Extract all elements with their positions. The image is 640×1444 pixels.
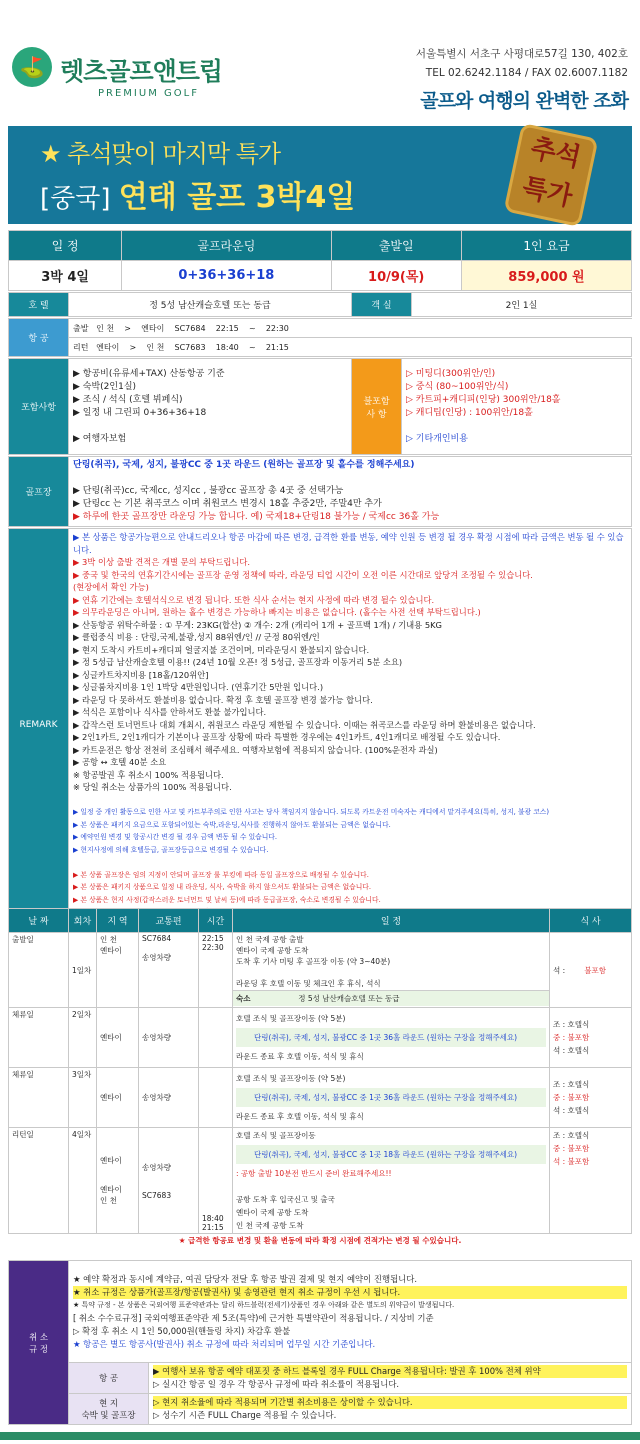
stay-value: 정 5성 남산캐슬호텔 또는 동급 [298, 994, 400, 1003]
remark-line: ▶ 본 상품은 현지 사정(갑작스러운 토너먼트 및 날씨 등)에 따라 동급골프장, 숙소로 변경될 수 있습니다. [73, 895, 381, 904]
cancel-table [8, 1260, 632, 1425]
sched-day: 3일차 [69, 1068, 97, 1128]
excluded-item: ▷ 중식 (80~100위안/식) [406, 381, 509, 392]
remark-line: ▶ 정 5성급 남산캐슬호텔 이용!! (24년 10월 오픈! 정 5성급, 골프장과 이동거리 5분 소요) [73, 657, 403, 667]
sched-item: 옌타이 국제 공항 도착 [236, 1208, 309, 1217]
remark-line: ※ 당일 취소는 상품가의 100% 적용됩니다. [73, 782, 232, 792]
flight-arr: 21:15 [265, 342, 289, 352]
brand-sub: PREMIUM GOLF [98, 88, 199, 99]
meal-row: 중 : 불포함 [553, 1144, 590, 1153]
sched-item: 옌타이 국제 공항 도착 [236, 946, 309, 955]
region-label: [중국] [40, 184, 111, 214]
footer-bar [0, 1432, 640, 1440]
remark-line: ▶ 2인1카트, 2인1캐디가 기본이나 골프장 상황에 따라 특별한 경우에는 4인1카트, 4인1캐디로 배정될 수도 있습니다. [73, 732, 501, 742]
room-value: 2인 1실 [412, 293, 632, 317]
golf-line: 단링(취곡), 국제, 성지, 불광CC 중 1곳 라운드 (원하는 골프장 및 홀수를 정해주세요) [73, 460, 415, 470]
cancel-line: [ 취소 수수료규정] 국외여행표준약관 제 5조(특약)에 근거한 특별약관이 적용됩니다. / 지상비 기준 [73, 1312, 434, 1323]
sched-col-itinerary: 일 정 [233, 909, 550, 933]
remark-line: ▶ 석식은 포함이나 식사를 안하셔도 환불 불가입니다. [73, 707, 267, 717]
sched-item: 단링(취곡), 국제, 성지, 불광CC 중 1곳 18홀 라운드 (원하는 구장을 정해주세요) [236, 1145, 546, 1164]
sched-item: 라운딩 후 호텔 이동 및 체크인 후 휴식, 석식 [236, 979, 381, 988]
flight-sep: ~ [248, 323, 256, 333]
cancel-local [149, 1394, 632, 1425]
flight-label: 항 공 [9, 319, 69, 357]
sched-meals [550, 1128, 632, 1234]
excluded-item: ▷ 미팅디(300위안/인) [406, 368, 496, 379]
flight-sep: ~ [248, 342, 256, 352]
remark-line: ▶ 현지사정에 의해 호텔등급, 골프장등급으로 변경될 수 있습니다. [73, 845, 269, 854]
col-price: 1인 요금 [461, 231, 631, 261]
flight-no: SC7683 [174, 342, 206, 352]
sched-region: 인 천 옌타이 [97, 933, 139, 1008]
excluded-item: ▷ 카트피+캐디피(인당) 300위안/18홀 [406, 394, 561, 405]
sched-day-4 [9, 1128, 632, 1234]
flight-to: 옌타이 [141, 323, 165, 333]
sched-items [233, 933, 550, 1008]
slogan: 골프와 여행의 완벽한 조화 [420, 90, 628, 112]
meal-row: 중 : 불포함 [553, 1093, 590, 1102]
remark-line: ▶ 산동항공 위탁수하물 : ① 무게: 23KG(합산) ② 개수: 2개 (캐리어 1개 + 골프백 1개) / 기내용 5KG [73, 619, 442, 630]
remark-line: ▶ 본 상품은 패키지 요금으로 포함되어있는 숙박,라운딩,식사를 진행하지 않아도 환불되는 금액은 없습니다. [73, 820, 391, 829]
meal-row: 석 : 호텔식 [553, 1106, 590, 1115]
meal-row: 조 : 호텔식 [553, 1080, 590, 1089]
included-list [69, 359, 352, 455]
remark-line: ▶ 공항 ↔ 호텔 40분 소요 [73, 757, 167, 767]
cancel-local-line: ▷ 현지 취소율에 따라 적용되며 기간별 취소비용은 상이할 수 있습니다. [153, 1396, 627, 1409]
remark-label: REMARK [9, 529, 69, 922]
remark-list [69, 529, 632, 922]
remark-line: ▶ 본 상품은 패키지 상품으로 일정 내 라운딩, 식사, 숙박을 하지 않으셔도 환불되는 금액은 없습니다. [73, 883, 372, 891]
remark-line: ▶ 의무라운딩은 아니며, 원하는 홀수 변경은 가능하나 빠지는 비용은 없습니다. (홀수는 사전 선택 부탁드립니다.) [73, 607, 481, 617]
remark-line: ▶ 갑작스런 토너먼트나 대회 개최시, 취원코스 라운딩 제한될 수 있습니다. 이때는 취곡코스를 라운딩 하며 환불비용은 없습니다. [73, 719, 536, 730]
departure-date: 10/9(목) [331, 261, 461, 291]
cancel-local-line: ▷ 성수기 시즌 FULL Charge 적용될 수 있습니다. [153, 1410, 337, 1420]
golf-rounds: 0+36+36+18 [122, 261, 331, 291]
sched-col-date: 날 짜 [9, 909, 69, 933]
remark-line: ▶ 클럽중식 비용 : 단링,국제,불광,성지 88위엔/인 // 군정 80위엔/인 [73, 632, 320, 642]
brand-name: 렛츠골프앤트립 [60, 57, 223, 86]
remark-line: ▶ 일정 중 개인 활동으로 인한 사고 및 카트부주의로 인한 사고는 당사 책임지지 않습니다. 되도록 카트운전 미숙자는 캐디에서 맡겨주세요(특히, 성지, 불광 코스) [73, 808, 550, 816]
remark-line: ▶ 중국 및 한국의 연휴기간시에는 골프장 운영 정책에 따라, 라운딩 티업 시간이 오전 이른 시간대로 앞당겨 조정될 수 있습니다. [73, 569, 533, 580]
golf-line: ▶ 하루에 한곳 골프장만 라운딩 가능 합니다. 예) 국제18+단링18 불가능 / 국제cc 36홀 가능 [73, 512, 440, 522]
flight-type: 출발 [73, 323, 89, 333]
sched-region: 옌타이 [97, 1068, 139, 1128]
cancel-local-label: 현 지 숙박 및 골프장 [69, 1394, 149, 1425]
sched-item: 도착 후 기사 미팅 후 골프장 이동 (약 3~40분) [236, 957, 391, 966]
sched-col-meal: 식 사 [550, 909, 632, 933]
flight-arrow: > [129, 342, 137, 352]
cancel-line: ★ 특약 규정 - 본 상품은 국외여행 표준약관과는 달리 하드블럭(전세기)상품인 경우 아래와 같은 별도의 위약금이 발생됩니다. [73, 1300, 455, 1309]
cancel-air-label: 항 공 [69, 1363, 149, 1394]
cancel-air [149, 1363, 632, 1394]
included-item: ▶ 일정 내 그린피 0+36+36+18 [73, 407, 207, 418]
sched-time: 18:40 21:15 [199, 1128, 233, 1234]
sched-col-day: 회차 [69, 909, 97, 933]
golf-info [69, 457, 632, 527]
flight-row-out [69, 319, 632, 338]
hotel-value: 정 5성 남산캐슬호텔 또는 동급 [69, 293, 352, 317]
duration: 3박 4일 [9, 261, 122, 291]
sched-item: 라운드 종료 후 호텔 이동, 석식 및 휴식 [236, 1112, 364, 1121]
promo-title [40, 172, 355, 216]
cancel-line: ★ 예약 확정과 동시에 계약금, 여권 담당자 전달 후 항공 발권 결제 및 현지 예약이 진행됩니다. [73, 1273, 418, 1284]
schedule-table [8, 908, 632, 1248]
cancel-air-line: ▶ 여행사 보유 항공 예약 대포짓 중 하드 블록일 경우 FULL Charge 적용됩니다: 발권 후 100% 전체 위약 [153, 1365, 627, 1378]
sched-day: 1일차 [69, 933, 97, 1008]
golf-table [8, 456, 632, 527]
remark-line: ▶ 3박 이상 출발 견적은 개별 문의 부탁드립니다. [73, 557, 251, 567]
sched-day-1 [9, 933, 632, 1008]
sched-items [233, 1068, 550, 1128]
col-schedule: 일 정 [9, 231, 122, 261]
cancel-label: 취 소 규 정 [9, 1261, 69, 1425]
sched-day-3 [9, 1068, 632, 1128]
sched-item: 호텔 조식 및 골프장이동 (약 5분) [236, 1014, 346, 1023]
sched-items [233, 1008, 550, 1068]
golf-line: ▶ 단링cc 는 기본 취곡코스 이며 취원코스 변경시 18홀 추중2만, 주말4만 추가 [73, 499, 382, 509]
detail-table [8, 292, 632, 317]
sched-day: 4일차 [69, 1128, 97, 1234]
remark-table [8, 528, 632, 922]
meal-row: 석 : 불포함 [553, 1157, 590, 1166]
excluded-item: ▷ 캐디팁(인당) : 100위안/18홀 [406, 407, 533, 418]
sched-transport: SC7684 송영차량 [139, 933, 199, 1008]
meal-row: 중 : 불포함 [553, 1033, 590, 1042]
included-item: ▶ 항공비(유류세+TAX) 산동항공 기준 [73, 368, 225, 379]
seal-text: 추석 특가 [519, 133, 584, 213]
sched-date: 출발일 [9, 933, 69, 1008]
col-departure: 출발일 [331, 231, 461, 261]
sched-date: 체류일 [9, 1068, 69, 1128]
remark-line: ▶ 카트운전은 항상 전천히 조심해서 해주세요. 여행자보험에 적용되지 않습니다. (100%운전자 과실) [73, 744, 438, 755]
remark-line: ▶ 싱글카트차지비용 [18홀/120위안] [73, 669, 209, 680]
sched-stay [233, 990, 549, 1006]
meal-label: 석 : [553, 965, 566, 975]
sched-items [233, 1128, 550, 1234]
room-label: 객 실 [352, 293, 412, 317]
flight-no: SC7684 [174, 323, 206, 333]
remark-line: ▶ 연휴 기간에는 호텔석식으로 변경 됩니다. 또한 식사 순서는 현지 사정에 따라 변경 될수 있습니다. [73, 594, 435, 605]
price: 859,000 원 [461, 261, 631, 291]
remark-line: (현장에서 확인 가능) [73, 582, 149, 592]
sched-item: : 공항 출발 10분전 반드시 준비 완료해주세요!! [236, 1169, 392, 1178]
meal-row: 석 : 호텔식 [553, 1046, 590, 1055]
price-notice: ★ 급격한 항공료 변경 및 환율 변동에 따라 확정 시점에 견적가는 변경 될 수있습니다. [178, 1236, 462, 1246]
sched-day-2 [9, 1008, 632, 1068]
flight-to: 인 천 [146, 342, 165, 352]
cancel-line: ★ 항공은 별도 항공사(발권사) 취소 규정에 따라 처리되며 업무일 시간 기준입니다. [73, 1338, 376, 1349]
flight-arr: 22:30 [265, 323, 289, 333]
cancel-rules [69, 1261, 632, 1363]
sched-item: 인 천 국제 공항 출발 [236, 935, 304, 944]
sched-time [199, 1068, 233, 1128]
remark-line: ▶ 예약인원 변경 및 항공시간 변경 될 경우 금액 변동 될 수 있습니다. [73, 833, 278, 841]
golf-label: 골프장 [9, 457, 69, 527]
cancel-air-line: ▷ 실시간 항공 일 경우 각 항공사 규정에 따라 취소률이 적용됩니다. [153, 1379, 400, 1389]
remark-line: ▶ 현지 도착시 카트비+캐디피 얼굴지불 조건이며, 미라운딩시 환불되지 않습니다. [73, 644, 370, 655]
meal-row: 조 : 호텔식 [553, 1131, 590, 1140]
sched-transport: 송영차량 [139, 1008, 199, 1068]
sched-transport: 송영차량 [139, 1068, 199, 1128]
sched-col-region: 지 역 [97, 909, 139, 933]
sched-meals [550, 1068, 632, 1128]
excluded-list [402, 359, 632, 455]
excluded-item: ▷ 기타개인비용 [406, 433, 468, 444]
sched-day: 2일차 [69, 1008, 97, 1068]
flight-type: 리턴 [73, 342, 89, 352]
sched-date: 리턴일 [9, 1128, 69, 1234]
sched-item: 라운드 종료 후 호텔 이동, 석식 및 휴식 [236, 1052, 364, 1061]
sched-transport: 송영차량 SC7683 [139, 1128, 199, 1234]
sched-date: 체류일 [9, 1008, 69, 1068]
stay-label: 숙소 [236, 994, 251, 1003]
sched-item: 단링(취곡), 국제, 성지, 불광CC 중 1곳 36홀 라운드 (원하는 구장을 정해주세요) [236, 1028, 546, 1047]
sched-col-time: 시간 [199, 909, 233, 933]
sched-item: 단링(취곡), 국제, 성지, 불광CC 중 1곳 36홀 라운드 (원하는 구장을 정해주세요) [236, 1088, 546, 1107]
meal-row: 조 : 호텔식 [553, 1020, 590, 1029]
flight-from: 옌타이 [96, 342, 120, 352]
sched-region: 옌타이 [97, 1008, 139, 1068]
hotel-label: 호 텔 [9, 293, 69, 317]
sched-time: 22:15 22:30 [199, 933, 233, 1008]
logo-icon: ⛳ [12, 47, 52, 87]
summary-table [8, 230, 632, 291]
sched-item: 인 천 국제 공항 도착 [236, 1221, 304, 1230]
remark-line: ▶ 본 상품 골프장은 임의 지정이 안되며 골프장 룰 부킹에 따라 동일 골프장으로 배정될 수 있습니다. [73, 870, 369, 879]
flight-dep: 22:15 [215, 323, 239, 333]
sched-meals [550, 933, 632, 1008]
address: 서울특별시 서초구 사평대로57길 130, 402호 [415, 48, 628, 60]
tour-title: 연태 골프 3박4일 [118, 180, 356, 215]
cancel-line: ▷ 확정 후 취소 시 1인 50,000원(핸들링 차지) 차감후 환불 [73, 1325, 291, 1336]
flight-row-return [69, 338, 632, 357]
remark-line: ※ 항공발권 후 취소시 100% 적용됩니다. [73, 769, 224, 780]
remark-line: ▶ 싱글룸차지비용 1인 1박당 4만원입니다. (연휴기간 5만원 입니다.) [73, 682, 324, 692]
excluded-label: 불포함 사 항 [352, 359, 402, 455]
flight-arrow: > [124, 323, 131, 333]
sched-meals [550, 1008, 632, 1068]
sched-time [199, 1008, 233, 1068]
sched-item: 호텔 조식 및 골프장이동 (약 5분) [236, 1074, 346, 1083]
sched-col-transport: 교통편 [139, 909, 199, 933]
remark-line: ▶ 본 상품은 항공가능편으로 안내드리오나 항공 마감에 따른 변경, 급격한 환률 변동, 예약 인원 등 변경 될 경우 확정 시점에 따라 금액은 변동 될 수 있습니다. [73, 532, 624, 555]
included-item: ▶ 숙박(2인1실) [73, 381, 137, 392]
promo-headline: ★ 추석맞이 마지막 특가 [40, 140, 281, 168]
golf-line: ▶ 단링(취곡)cc, 국제cc, 성지cc , 불광cc 골프장 총 4곳 중 선택가능 [73, 486, 344, 496]
sched-item: 공항 도착 후 입국신고 및 출국 [236, 1195, 335, 1204]
included-item: ▶ 여행자보험 [73, 433, 127, 444]
col-golf: 골프라운딩 [122, 231, 331, 261]
included-table [8, 358, 632, 455]
sched-region: 옌타이 옌타이 인 천 [97, 1128, 139, 1234]
included-item: ▶ 조식 / 석식 (호텔 뷔페식) [73, 394, 183, 405]
remark-line: ▶ 라운딩 다 못하셔도 환불비용 없습니다. 확정 후 호텔 골프장 변경 불가능 합니다. [73, 694, 373, 705]
meal-value: 불포함 [584, 965, 606, 975]
contact-tel: TEL 02.6242.1184 / FAX 02.6007.1182 [425, 67, 628, 79]
cancel-line: ★ 취소 규정은 상품가(골프장/항공(발권사) 및 송영관련 현지 취소 규정이 우선 시 됩니다. [73, 1286, 627, 1299]
flight-from: 인 천 [96, 323, 115, 333]
flight-table [8, 318, 632, 357]
sched-item: 호텔 조식 및 골프장이동 [236, 1131, 316, 1140]
flight-dep: 18:40 [215, 342, 239, 352]
included-label: 포함사항 [9, 359, 69, 455]
